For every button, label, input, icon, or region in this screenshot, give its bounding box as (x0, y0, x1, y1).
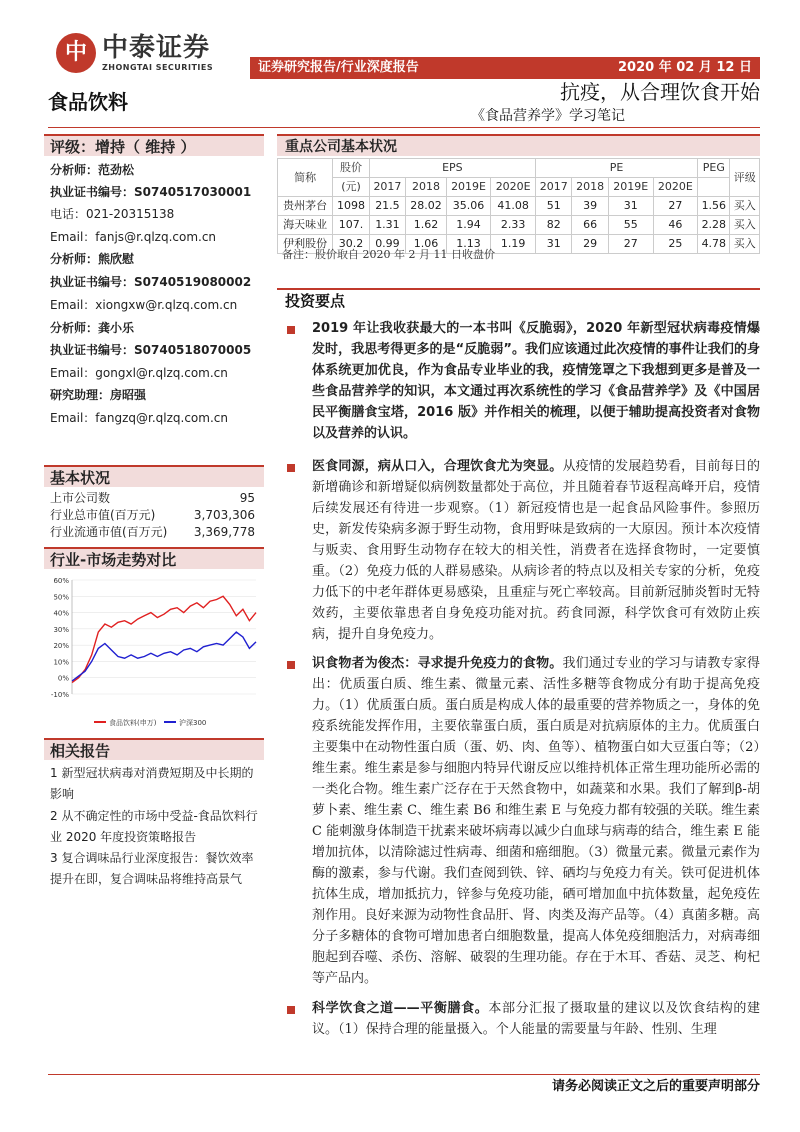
table-cell: 1.13 (446, 235, 491, 254)
table-cell: 1.31 (369, 216, 405, 235)
table-cell: 海天味业 (278, 216, 333, 235)
bullet-icon (287, 326, 295, 334)
table-cell: 1098 (333, 197, 369, 216)
table-cell: 39 (572, 197, 608, 216)
table-cell: 4.78 (698, 235, 730, 254)
year-cell: 2019E (446, 178, 491, 197)
analyst-cert: 执业证书编号：S0740517030001 (50, 185, 252, 199)
company-table-header: 重点公司基本状况 (277, 134, 760, 156)
table-cell: 1.06 (406, 235, 447, 254)
y-tick-label: 30% (53, 625, 69, 634)
table-cell: 41.08 (491, 197, 536, 216)
table-cell: 51 (535, 197, 571, 216)
series-line-1 (72, 632, 256, 681)
related-reports-header: 相关报告 (44, 738, 264, 760)
point-paragraph: 科学饮食之道——平衡膳食。本部分汇报了摄取量的建议以及饮食结构的建议。（1）保持合理的能量摄入。个人能量的需要量与年龄、性别、生理 (312, 1001, 760, 1037)
divider (48, 127, 760, 128)
col-price-unit: (元) (333, 178, 369, 197)
y-tick-label: 60% (53, 577, 69, 585)
analyst-name: 分析师：范劲松 (50, 163, 135, 177)
table-cell: 28.02 (406, 197, 447, 216)
analyst-name: 分析师：熊欣慰 (50, 252, 135, 266)
analyst-email[interactable]: Email：gongxl@r.qlzq.com.cn (50, 366, 228, 380)
logo-mark: 中 (56, 33, 96, 73)
analyst-cert: 执业证书编号：S0740518070005 (50, 343, 252, 357)
analyst-email[interactable]: Email：xiongxw@r.qlzq.com.cn (50, 298, 238, 312)
table-cell: 30.2 (333, 235, 369, 254)
y-tick-label: -10% (50, 691, 69, 699)
legend-label: 食品饮料(申万) (109, 719, 157, 727)
table-cell: 25 (653, 235, 698, 254)
logo-name: 中泰证券 (102, 33, 211, 63)
analyst-email[interactable]: Email：fanjs@r.qlzq.com.cn (50, 230, 217, 244)
col-pe: PE (535, 159, 697, 178)
report-header-bar (250, 57, 760, 79)
company-table (277, 158, 760, 254)
legend-label: 沪深300 (179, 719, 207, 727)
table-cell: 买入 (730, 235, 760, 254)
col-rating: 评级 (730, 159, 760, 197)
y-tick-label: 50% (53, 593, 69, 602)
table-cell: 31 (608, 197, 653, 216)
table-cell: 伊利股份 (278, 235, 333, 254)
table-cell: 1.19 (491, 235, 536, 254)
bullet-icon (287, 1006, 295, 1014)
table-year-row (278, 178, 760, 197)
year-cell: 2019E (608, 178, 653, 197)
related-report-item[interactable]: 3 复合调味品行业深度报告：餐饮效率提升在即，复合调味品将维持高景气 (50, 851, 254, 886)
table-cell: 2.33 (491, 216, 536, 235)
col-eps: EPS (369, 159, 535, 178)
table-header-row (278, 159, 760, 178)
table-cell: 66 (572, 216, 608, 235)
table-cell: 1.56 (698, 197, 730, 216)
report-date: 2020 年 02 月 12 日 (618, 60, 752, 75)
table-cell: 2.28 (698, 216, 730, 235)
col-peg: PEG (698, 159, 730, 178)
report-type: 证券研究报告/行业深度报告 (258, 60, 419, 75)
analyst-phone: 电话：021-20315138 (50, 207, 175, 221)
year-cell: 2018 (572, 178, 608, 197)
footer-disclaimer: 请务必阅读正文之后的重要声明部分 (551, 1079, 760, 1094)
table-cell: 贵州茅台 (278, 197, 333, 216)
y-tick-label: 10% (53, 658, 69, 667)
table-cell: 46 (653, 216, 698, 235)
related-report-item[interactable]: 2 从不确定性的市场中受益-食品饮料行业 2020 年度投资策略报告 (50, 809, 258, 844)
table-cell: 买入 (730, 216, 760, 235)
table-cell: 27 (653, 197, 698, 216)
table-cell: 0.99 (369, 235, 405, 254)
footer-divider (48, 1074, 760, 1075)
table-cell: 82 (535, 216, 571, 235)
table-cell: 27 (608, 235, 653, 254)
year-cell: 2018 (406, 178, 447, 197)
year-cell: 2020E (653, 178, 698, 197)
bullet-icon (287, 464, 295, 472)
investment-points-header: 投资要点 (277, 288, 760, 310)
empty-cell (698, 178, 730, 197)
table-row (278, 197, 760, 216)
table-cell: 35.06 (446, 197, 491, 216)
assistant-email[interactable]: Email：fangzq@r.qlzq.com.cn (50, 411, 228, 425)
bullet-icon (287, 661, 295, 669)
point-paragraph: 识食物者为俊杰：寻求提升免疫力的食物。我们通过专业的学习与请教专家得出：优质蛋白质、维生素、微量元素、活性多糖等食物成分有助于提高免疫力。（1）优质蛋白质。蛋白质是构成人体的最重要的营养物质之一，身体的免疫系统能发挥作用，主要依靠蛋白质，蛋白质是对抗病原体的主力。优质蛋白主要集中在动物性蛋白质（蛋、奶、肉、鱼等）、植物蛋白如大豆蛋白等；（2）维生素。维生素是参与细胞内特异代谢反应以维持机体正常生理功能所必需的一类化合物。维生素广泛存在于天然食物中，如蔬菜和水果。我们了解到β-胡萝卜素、维生素 C、维生素 B6 和维生素 E 与免疫力都有较强的关联。维生素 C 能刺激身体制造干扰素来破坏病毒以减少白血球与病毒的结合，维生素 E 能增加抗体，以清除滤过性病毒、细菌和癌细胞。（3）微量元素。微量元素作为酶的激素，参与代谢。我们查阅到铁、锌、硒均与免疫力有关。铁可促进机体抗体生成，增加抵抗力，锌参与免疫功能，硒可增加血中抗体数量，起免疫佐剂作用。良好来源为动物性食品肝、肾、肉类及海产品等。（4）真菌多糖。高分子多糖体的食物可增加患者白细胞数量，提高人体免疫细胞活力，对病毒细胞起到吞噬、杀伤、溶解、破裂的生理功能。存在于木耳、香菇、灵芝、枸杞等产品内。 (312, 656, 760, 986)
table-note: 备注：股价取自 2020 年 2 月 11 日收盘价 (282, 248, 495, 261)
related-report-item[interactable]: 1 新型冠状病毒对消费短期及中长期的影响 (50, 766, 254, 801)
table-cell: 1.94 (446, 216, 491, 235)
report-subtitle: 《食品营养学》学习笔记 (471, 108, 625, 124)
chart-header: 行业-市场走势对比 (44, 547, 264, 569)
y-tick-label: 0% (57, 674, 69, 683)
basic-status-header: 基本状况 (44, 465, 264, 487)
table-cell: 29 (572, 235, 608, 254)
sector-label: 食品饮料 (48, 90, 128, 114)
report-title: 抗疫，从合理饮食开始 (560, 80, 760, 104)
point-paragraph: 医食同源，病从口入，合理饮食尤为突显。从疫情的发展趋势看，目前每日的新增确诊和新增疑似病例数量都处于高位，并且随着春节返程高峰开启，疫情后续发展还有待进一步观察。（1）新冠疫情也是一起食品风险事件。参照历史，新发传染病多源于野生动物，食用野味是致病的一大原因。预计本次疫情与贩卖、食用野生动物存在较大的相关性，消费者在选择食物时，一定要慎重。（2）免疫力低的人群易感染。从病诊者的特点以及相关专家的分析，免疫力低下的中老年群体更易感染，且重症与死亡率较高。目前新冠肺炎暂时无特效药，主要依靠患者自身免疫功能对抗。药食同源，科学饮食可有效防止疾病，提升自身免疫力。 (312, 459, 760, 642)
table-cell: 55 (608, 216, 653, 235)
y-tick-label: 20% (53, 642, 69, 651)
logo-english: ZHONGTAI SECURITIES (102, 63, 214, 72)
basic-row: 上市公司数 95 (50, 491, 255, 505)
year-cell: 2020E (491, 178, 536, 197)
point-paragraph: 2019 年让我收获最大的一本书叫《反脆弱》，2020 年新型冠状病毒疫情爆发时，我思考得更多的是“反脆弱”。我们应该通过此次疫情的事件让我们的身体系统更加优良，作为食品专业毕业的我，疫情笼罩之下我想到更多是普及一些食品营养学的知识，本文通过再次系统性的学习《食品营养学》及《中国居民平衡膳食宝塔，2016 版》并作相关的梳理，以便于辅助提高投资者对食物以及营养的认识。 (312, 321, 760, 441)
col-name: 简称 (278, 159, 333, 197)
market-trend-chart (44, 572, 264, 732)
table-row (278, 216, 760, 235)
assistant-name: 研究助理：房昭强 (50, 388, 147, 402)
col-price: 股价 (333, 159, 369, 178)
analyst-cert: 执业证书编号：S0740519080002 (50, 275, 252, 289)
table-cell: 31 (535, 235, 571, 254)
analyst-name: 分析师：龚小乐 (50, 321, 135, 335)
table-cell: 买入 (730, 197, 760, 216)
y-tick-label: 40% (53, 609, 69, 618)
table-cell: 1.62 (406, 216, 447, 235)
year-cell: 2017 (369, 178, 405, 197)
table-cell: 107. (333, 216, 369, 235)
basic-row: 行业总市值(百万元) 3,703,306 (50, 508, 255, 522)
rating-header: 评级：增持（ 维持 ） (44, 134, 264, 156)
year-cell: 2017 (535, 178, 571, 197)
basic-row: 行业流通市值(百万元) 3,369,778 (50, 525, 255, 539)
table-cell: 21.5 (369, 197, 405, 216)
